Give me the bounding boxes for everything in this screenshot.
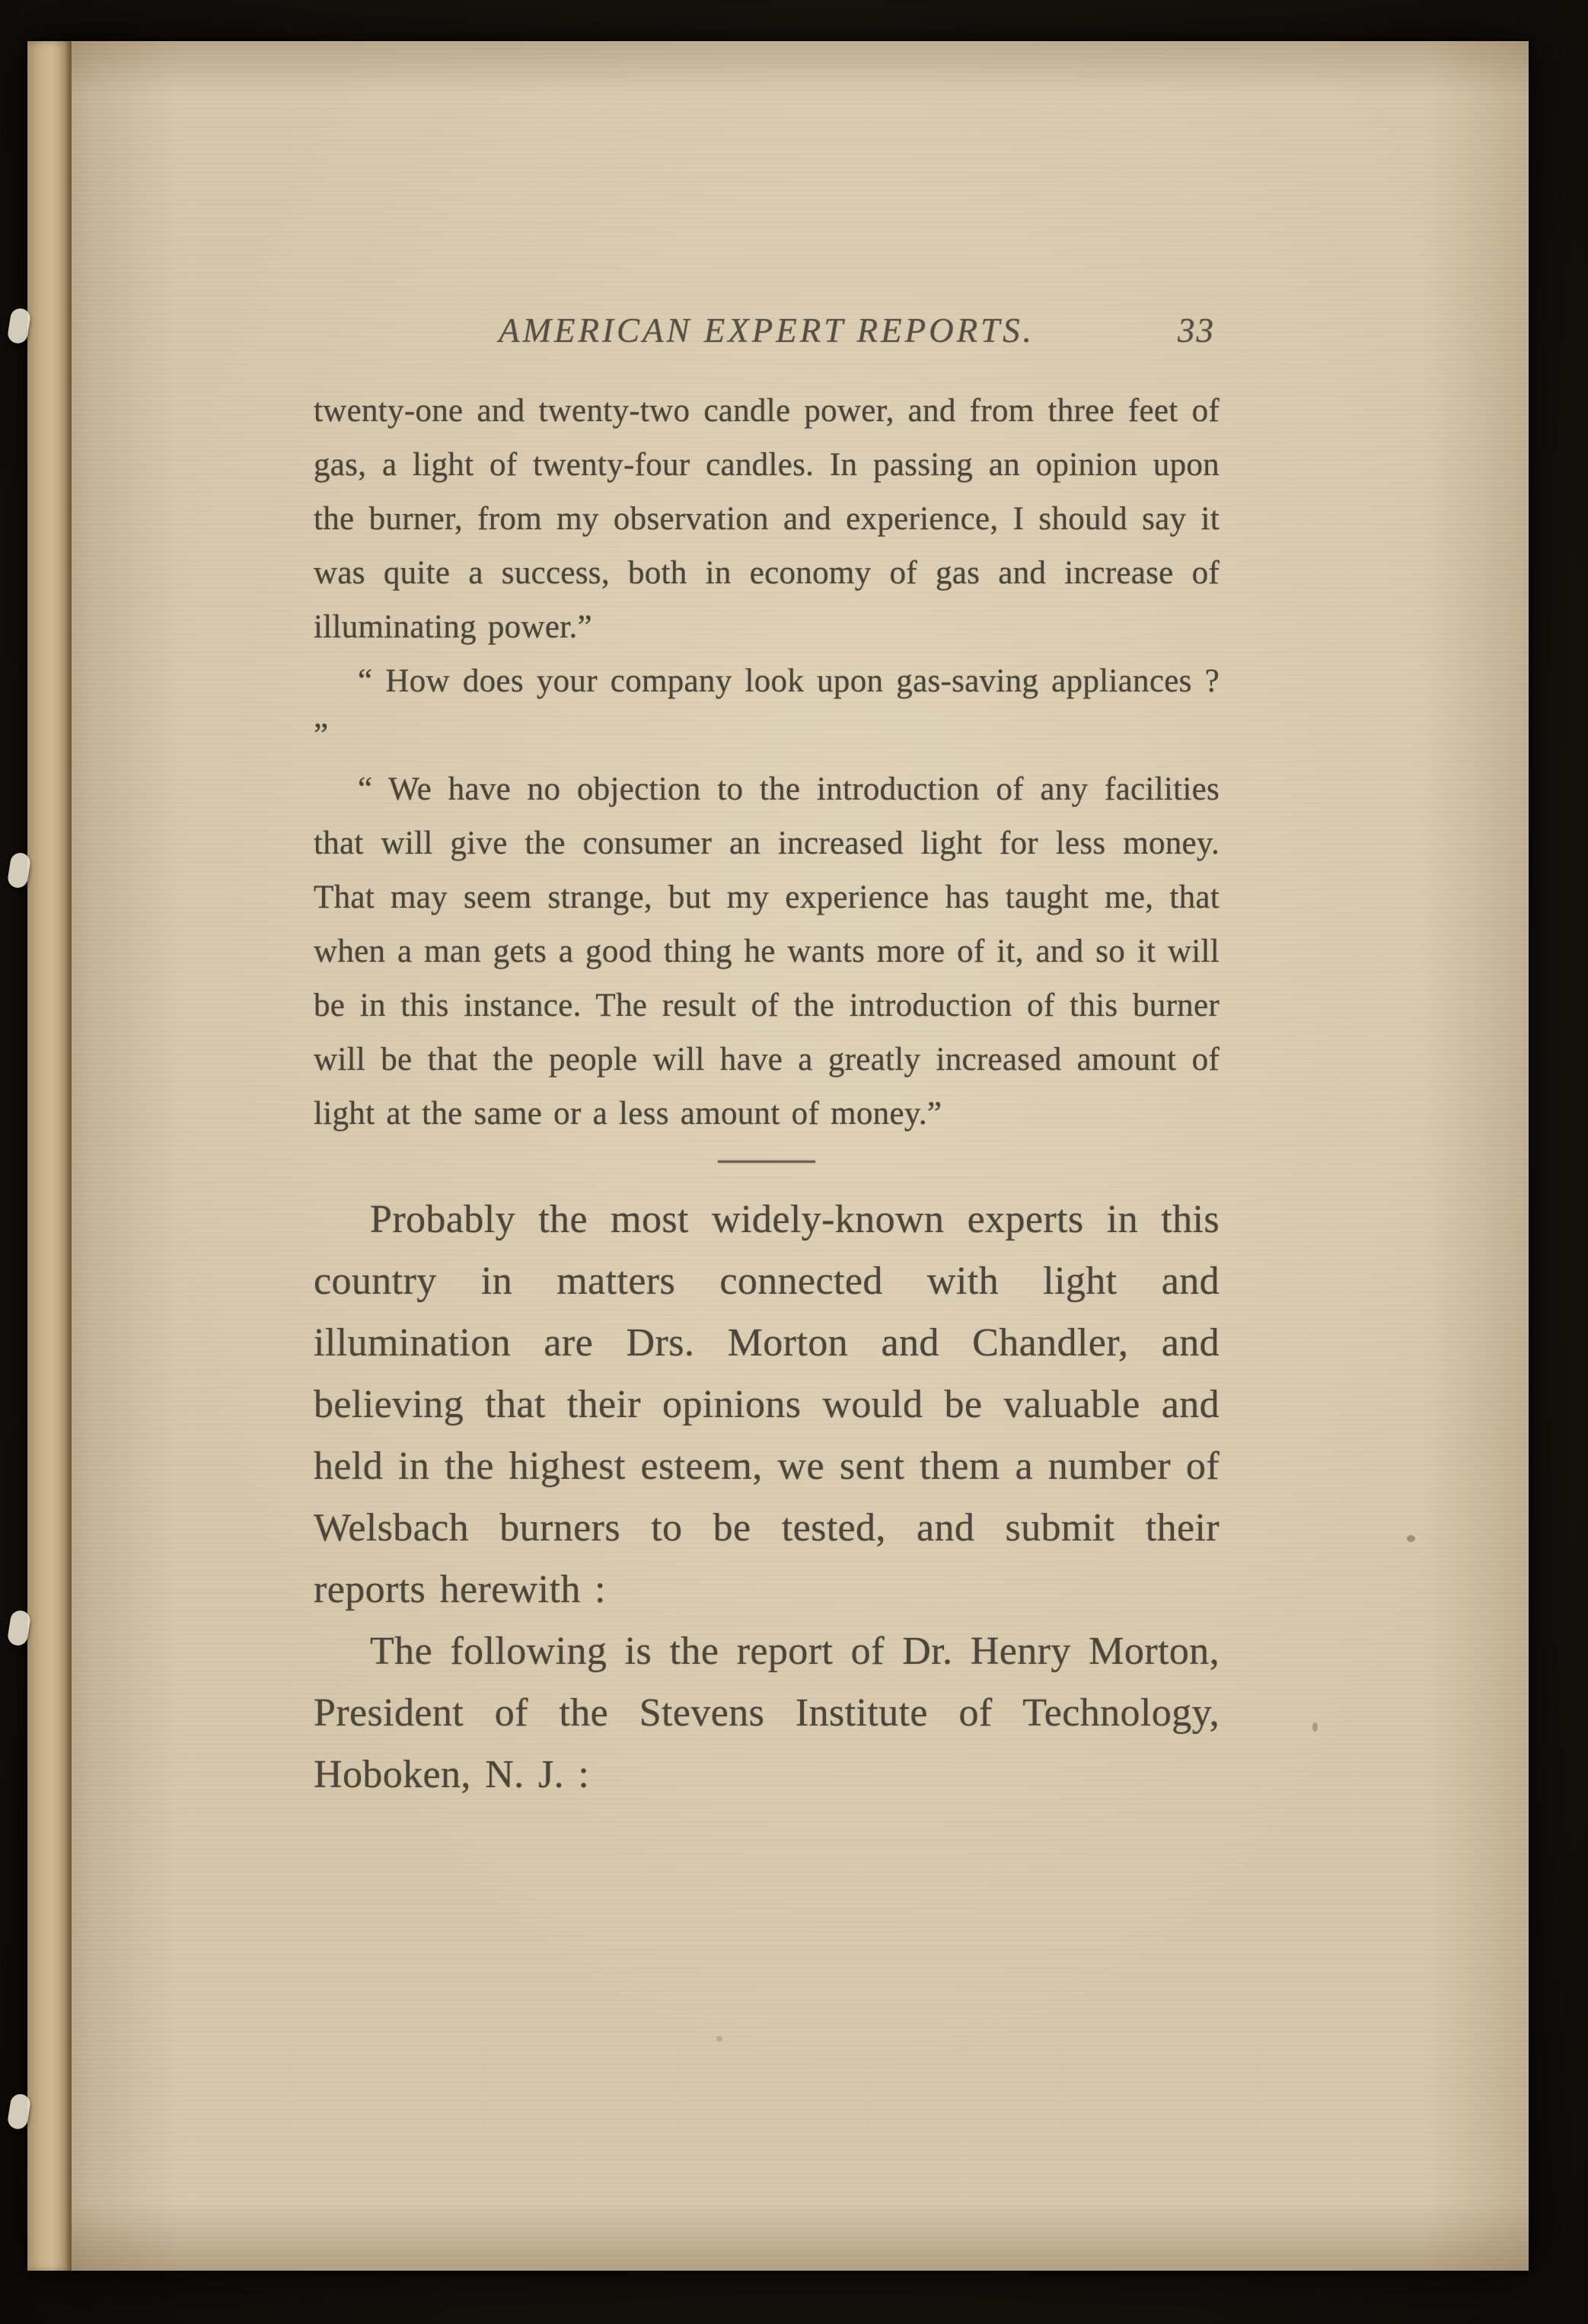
- printed-text-block: [27, 41, 1529, 2271]
- body-paragraph: “ We have no objection to the introduction of any facilities that will give the consumer an increased light for less money. That may seem strange, but my experience has taught me, that when a man gets a good thing he wants more of it, and so it will be in this instance. The result of the introduction of this burner will be that the people will have a greatly increased amount of light at the same or a less amount of money.”: [314, 771, 1220, 1132]
- running-header-title: AMERICAN EXPERT REPORTS.: [499, 311, 1035, 350]
- running-header: [314, 309, 1220, 352]
- body-paragraph: The following is the report of Dr. Henry Morton, President of the Stevens Institute of Technology, Hoboken, N. J. :: [314, 1630, 1220, 1796]
- book-page: [27, 41, 1529, 2271]
- body-paragraph: “ How does your company look upon gas-saving appliances ? ”: [314, 663, 1220, 753]
- page-number: 33: [1178, 311, 1215, 350]
- body-paragraph: Probably the most widely-known experts in this country in matters connected with light and illumination are Drs. Morton and Chandler, and believing that their opinions would be valuable and held in the highest esteem, we sent them a number of Welsbach burners to be tested, and submit their reports herewith :: [314, 1198, 1220, 1611]
- body-paragraph: twenty-one and twenty-two candle power, and from three feet of gas, a light of twenty-four candles. In passing an opinion upon the burner, from my observation and experience, I should say it was quite a success, both in economy of gas and increase of illuminating power.”: [314, 393, 1220, 645]
- section-divider: [718, 1160, 815, 1163]
